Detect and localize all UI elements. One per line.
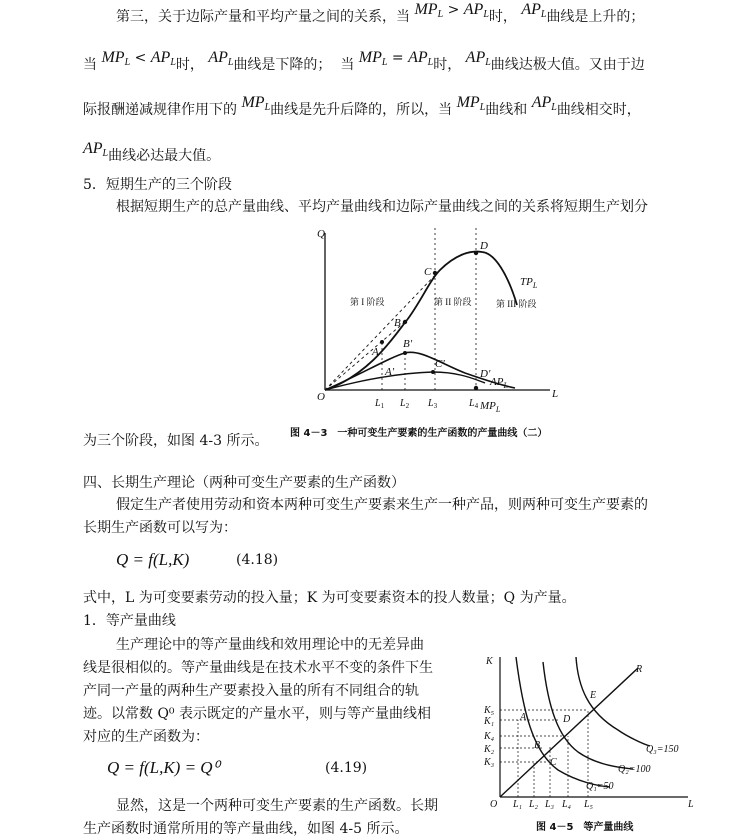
label-a: A [520, 712, 527, 723]
label-b: B [394, 317, 401, 329]
label-l4: L₄ [562, 799, 572, 810]
label-q: Q [317, 228, 325, 240]
sub1-line4: 迹。以常数 Q⁰ 表示既定的产量水平，则与等产量曲线相 [83, 706, 431, 722]
label-a: A [372, 346, 379, 358]
math-ap: $AP_L$ [521, 1, 547, 20]
sub1-line7: 生产函数时通常所用的等产量曲线，如图 4-5 所示。 [83, 821, 409, 837]
point-c [433, 271, 437, 275]
stage1-label: 第 I 阶段 [350, 297, 385, 307]
label-k3: K₃ [484, 757, 495, 768]
label-a2: A' [385, 366, 395, 378]
point-c2 [431, 370, 435, 374]
para1-line3: 际报酬递减规律作用下的 $MP_L$曲线是先升后降的，所以，当 $MP_L$曲线和 $AP_L$曲线相交时， [83, 94, 641, 118]
label-b2: B' [403, 338, 413, 350]
section5-line2: 为三个阶段，如图 4-3 所示。 [83, 433, 269, 449]
label-d: D [480, 240, 488, 252]
label-l: L [552, 388, 559, 400]
section5-line1: 根据短期生产的总产量曲线、平均产量曲线和边际产量曲线之间的关系将短期生产划分 [116, 199, 648, 215]
label-o: O [317, 391, 325, 403]
label-k4: K₄ [484, 731, 495, 742]
label-k: K [486, 656, 493, 667]
fig43-caption: 图 4－3 一种可变生产要素的生产函数的产量曲线（二） [290, 428, 548, 439]
tick-l4: $L_4$ [469, 398, 479, 410]
para1-line1: 第三，关于边际产量和平均产量之间的关系，当 $MP_L > AP_L$时， $AP_L$曲线是上升的； [116, 1, 645, 25]
math-ap: $AP_L$ [83, 140, 109, 159]
label-k1: K₁ [484, 716, 495, 727]
label-q2: Q₂=100 [618, 764, 651, 775]
equation-4-18: Q = f(L,K) [116, 550, 190, 569]
tick-l2: $L_2$ [400, 398, 410, 410]
fig45-caption: 图 4－5 等产量曲线 [536, 822, 634, 833]
sub1-line6: 显然，这是一个两种可变生产要素的生产函数。长期 [116, 798, 438, 814]
label-l1: L₁ [513, 799, 523, 810]
tick-l3: $L_3$ [428, 398, 438, 410]
math-ap: $AP_L$ [463, 1, 489, 20]
sub1-line5: 对应的生产函数为： [83, 729, 209, 745]
tick-l1: $L_1$ [375, 398, 385, 410]
section4-p1-line2: 长期生产函数可以写为： [83, 520, 237, 536]
math-mp: $MP_L$ [414, 1, 444, 20]
equation-4-19-number: (4.19) [325, 760, 368, 776]
label-mp: $MP_L$ [480, 400, 501, 414]
label-l5: L₅ [584, 799, 594, 810]
section5-heading: 5．短期生产的三个阶段 [83, 177, 232, 193]
label-r: R [636, 664, 643, 675]
math-mp: $MP_L$ [241, 94, 271, 113]
math-mp: $MP_L$ [456, 94, 486, 113]
para1-line2: 当 $MP_L < AP_L$时， $AP_L$曲线是下降的； 当 $MP_L = AP_L$时， $AP_L$曲线达极大值。又由于边 [83, 49, 645, 73]
label-l2: L₂ [529, 799, 539, 810]
stage3-label: 第 III 阶段 [496, 299, 537, 309]
math-ap: $AP_L$ [408, 49, 434, 68]
point-d [474, 251, 478, 255]
point-b [403, 320, 407, 324]
label-d: D [563, 714, 571, 725]
math-ap: $AP_L$ [150, 49, 176, 68]
label-k5: K₅ [484, 705, 495, 716]
math-ap: $AP_L$ [208, 49, 234, 68]
sub1-heading: 1．等产量曲线 [83, 613, 176, 629]
label-b: B [534, 740, 541, 751]
math-mp: $MP_L$ [101, 49, 131, 68]
sub1-line1: 生产理论中的等产量曲线和效用理论中的无差异曲 [116, 637, 424, 653]
label-d2: D' [480, 368, 491, 380]
section4-p1-line1: 假定生产者使用劳动和资本两种可变生产要素来生产一种产品，则两种可变生产要素的 [116, 497, 648, 513]
equation-4-18-number: (4.18) [236, 552, 279, 568]
sub1-line3: 产同一产量的两种生产要素投入量的所有不同组合的轨 [83, 683, 419, 699]
label-q3: Q₃=150 [646, 744, 679, 755]
math-ap: $AP_L$ [531, 94, 557, 113]
section4-p2: 式中，L 为可变要素劳动的投入量；K 为可变要素资本的投人数量；Q 为产量。 [83, 590, 576, 606]
label-k2: K₂ [484, 744, 495, 755]
figure-4-3 [300, 225, 620, 440]
section4-heading: 四、长期生产理论（两种可变生产要素的生产函数） [83, 475, 405, 491]
equation-4-19: Q = f(L,K) = Q⁰ [107, 758, 220, 777]
point-b2 [403, 351, 407, 355]
label-c2: C' [435, 358, 445, 370]
label-c: C [550, 757, 557, 768]
guide-lines [382, 225, 476, 390]
sub1-line2: 线是很相似的。等产量曲线是在技术水平不变的条件下生 [83, 660, 433, 676]
math-ap: $AP_L$ [465, 49, 491, 68]
math-mp: $MP_L$ [358, 49, 388, 68]
label-l: L [688, 799, 694, 810]
label-tp: $TP_L$ [520, 276, 538, 290]
stage2-label: 第 II 阶段 [434, 297, 472, 307]
label-o: O [490, 799, 498, 810]
point-l4 [474, 386, 478, 390]
para1-line4: $AP_L$曲线必达最大值。 [83, 140, 221, 164]
label-l3: L₃ [545, 799, 555, 810]
point-a [380, 340, 384, 344]
label-q1: Q₁=50 [586, 781, 614, 792]
figure-4-5 [478, 652, 695, 817]
label-c: C [424, 266, 432, 278]
label-ap: $AP_L$ [490, 376, 508, 390]
label-e: E [590, 690, 597, 701]
